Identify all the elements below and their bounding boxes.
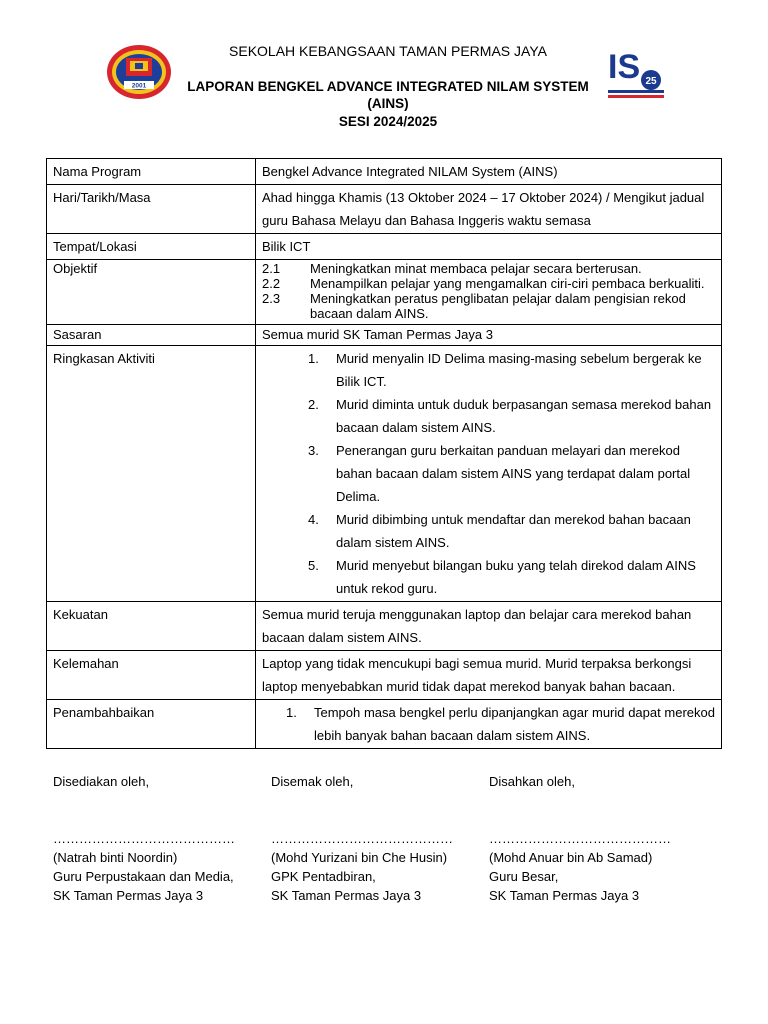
list-item-text: Tempoh masa bengkel perlu dipanjangkan agar murid dapat merekod lebih banyak bahan bacaan dalam sistem AINS. (314, 705, 715, 743)
signature-name: (Mohd Yurizani bin Che Husin) (271, 850, 448, 865)
report-header (0, 0, 768, 150)
signature-position: GPK Pentadbiran, (271, 869, 376, 884)
objective-item (262, 291, 715, 321)
label-date: Hari/Tarikh/Masa (47, 185, 256, 234)
signature-role: Disemak oleh, (271, 774, 354, 789)
value-improvement (256, 700, 722, 749)
value-location: Bilik ICT (256, 234, 722, 260)
row-location (47, 234, 722, 260)
list-item (308, 393, 715, 439)
objective-number: 2.2 (262, 276, 281, 291)
label-program: Nama Program (47, 159, 256, 185)
row-strength (47, 602, 722, 651)
list-item-text: Murid diminta untuk duduk berpasangan semasa merekod bahan bacaan dalam sistem AINS. (336, 397, 712, 435)
row-program (47, 159, 722, 185)
label-target: Sasaran (47, 325, 256, 346)
improvement-list (286, 701, 715, 747)
list-item-number: 4. (308, 512, 319, 527)
signature-school: SK Taman Permas Jaya 3 (489, 888, 640, 903)
list-item-number: 1. (286, 705, 297, 720)
signature-block-checked (271, 772, 453, 905)
signature-name: (Mohd Anuar bin Ab Samad) (489, 850, 653, 865)
objective-text: Meningkatkan peratus penglibatan pelajar dalam pengisian rekod bacaan dalam AINS. (310, 291, 686, 321)
value-objective (256, 260, 722, 325)
value-date: Ahad hingga Khamis (13 Oktober 2024 – 17 Oktober 2024) / Mengikut jadual guru Bahasa Melayu dan Bahasa Inggeris waktu semasa (256, 185, 722, 234)
row-target (47, 325, 722, 346)
value-strength: Semua murid teruja menggunakan laptop dan belajar cara merekod bahan bacaan dalam sistem AINS. (256, 602, 722, 651)
signature-role: Disediakan oleh, (53, 774, 150, 789)
list-item-number: 3. (308, 443, 319, 458)
row-improvement (47, 700, 722, 749)
row-objective (47, 260, 722, 325)
school-name: SEKOLAH KEBANGSAAN TAMAN PERMAS JAYA (229, 43, 547, 59)
svg-text:2001: 2001 (131, 82, 147, 90)
list-item (286, 701, 715, 747)
is25-logo (606, 42, 666, 102)
report-title-line2: (AINS) (367, 96, 409, 111)
value-program: Bengkel Advance Integrated NILAM System (AINS) (256, 159, 722, 185)
row-weakness (47, 651, 722, 700)
list-item-text: Murid menyebut bilangan buku yang telah direkod dalam AINS untuk rekod guru. (336, 558, 696, 596)
signature-role: Disahkan oleh, (489, 774, 575, 789)
signature-block-approved (489, 772, 671, 905)
value-activities (256, 346, 722, 602)
list-item (308, 508, 715, 554)
objective-number: 2.3 (262, 291, 281, 306)
value-weakness: Laptop yang tidak mencukupi bagi semua murid. Murid terpaksa berkongsi laptop menyebabkan murid tidak dapat merekod banyak bahan bacaan. (256, 651, 722, 700)
objective-number: 2.1 (262, 261, 281, 276)
signature-block-prepared (53, 772, 235, 905)
report-title-line1: LAPORAN BENGKEL ADVANCE INTEGRATED NILAM SYSTEM (187, 79, 589, 94)
label-objective: Objektif (47, 260, 256, 325)
list-item-number: 2. (308, 397, 319, 412)
report-table (46, 158, 722, 749)
list-item-number: 1. (308, 351, 319, 366)
label-location: Tempat/Lokasi (47, 234, 256, 260)
label-weakness: Kelemahan (47, 651, 256, 700)
objective-item (262, 261, 715, 276)
list-item (308, 554, 715, 600)
list-item-text: Murid menyalin ID Delima masing-masing sebelum bergerak ke Bilik ICT. (336, 351, 702, 389)
list-item-text: Murid dibimbing untuk mendaftar dan merekod bahan bacaan dalam sistem AINS. (336, 512, 691, 550)
signature-position: Guru Besar, (489, 869, 559, 884)
list-item-text: Penerangan guru berkaitan panduan melayari dan merekod bahan bacaan dalam sistem AINS yang terdapat dalam portal Delima. (336, 443, 691, 504)
row-date (47, 185, 722, 234)
activities-list (308, 347, 715, 600)
label-improvement: Penambahbaikan (47, 700, 256, 749)
objective-text: Menampilkan pelajar yang mengamalkan ciri-ciri pembaca berkualiti. (310, 276, 705, 291)
svg-text:25: 25 (645, 76, 657, 87)
list-item (308, 439, 715, 508)
list-item (308, 347, 715, 393)
signature-name: (Natrah binti Noordin) (53, 850, 178, 865)
label-activities: Ringkasan Aktiviti (47, 346, 256, 602)
list-item-number: 5. (308, 558, 319, 573)
svg-text:IS: IS (608, 48, 641, 86)
signature-school: SK Taman Permas Jaya 3 (271, 888, 422, 903)
objective-text: Meningkatkan minat membaca pelajar secara berterusan. (310, 261, 642, 276)
signature-line: …………………………………… (489, 831, 671, 846)
label-strength: Kekuatan (47, 602, 256, 651)
signature-position: Guru Perpustakaan dan Media, (53, 869, 234, 884)
report-session: SESI 2024/2025 (338, 114, 438, 129)
value-target: Semua murid SK Taman Permas Jaya 3 (256, 325, 722, 346)
objective-item (262, 276, 715, 291)
signature-line: …………………………………… (271, 831, 453, 846)
row-activities (47, 346, 722, 602)
signature-line: …………………………………… (53, 831, 235, 846)
signature-school: SK Taman Permas Jaya 3 (53, 888, 204, 903)
